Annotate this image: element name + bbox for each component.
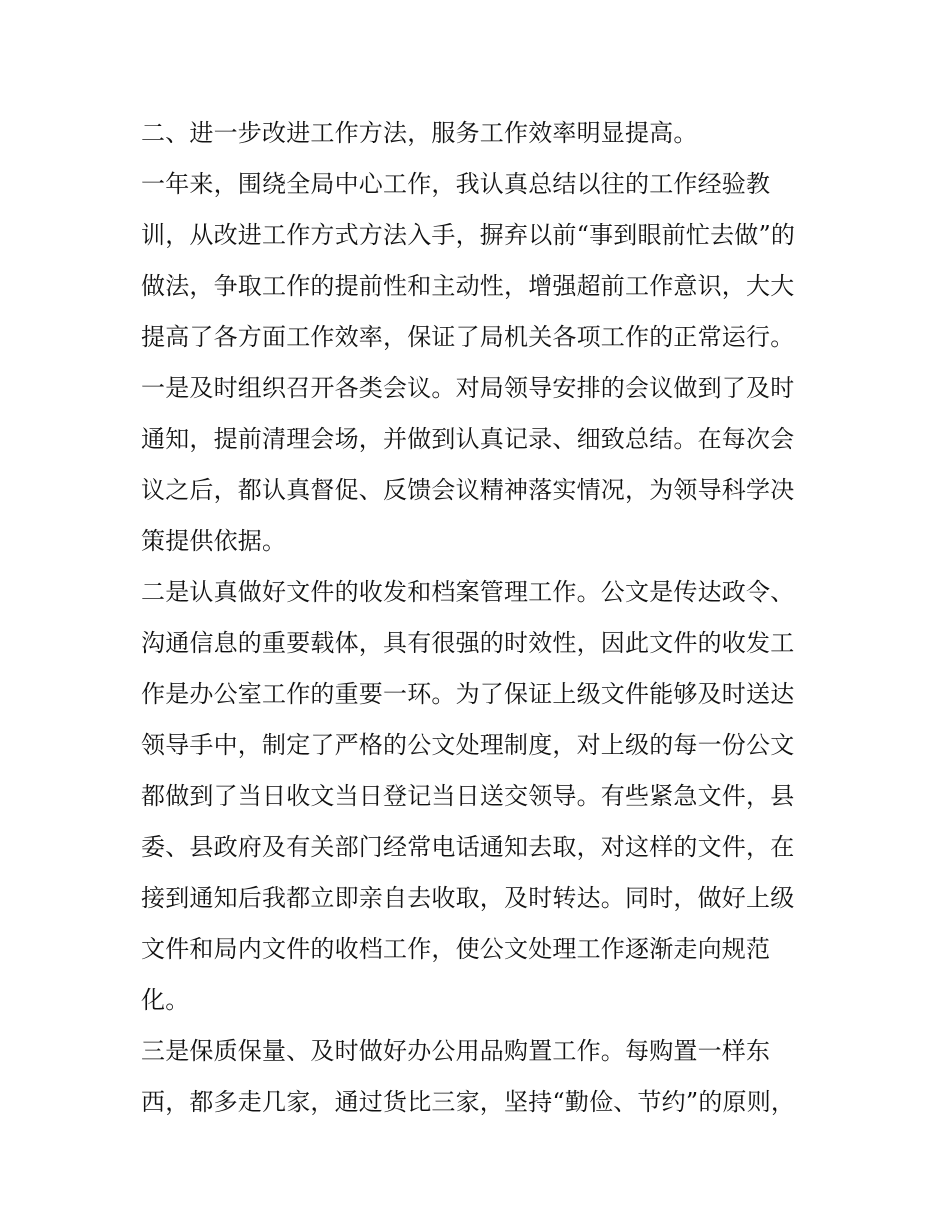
text-line: 领导手中，制定了严格的公文处理制度，对上级的每一份公文 [141,731,795,759]
text-line: 文件和局内文件的收档工作，使公文处理工作逐渐走向规范 [141,935,771,963]
text-line: 提高了各方面工作效率，保证了局机关各项工作的正常运行。 [141,323,795,351]
text-line: 做法，争取工作的提前性和主动性，增强超前工作意识，大大 [141,272,795,300]
text-line: 西，都多走几家，通过货比三家，坚持“勤俭、节约”的原则， [141,1088,796,1116]
text-line: 议之后，都认真督促、反馈会议精神落实情况，为领导科学决 [141,476,795,504]
text-line: 化。 [141,986,190,1014]
text-line: 委、县政府及有关部门经常电话通知去取，对这样的文件，在 [141,833,795,861]
text-line: 接到通知后我都立即亲自去收取，及时转达。同时，做好上级 [141,884,795,912]
text-line: 三是保质保量、及时做好办公用品购置工作。每购置一样东 [141,1037,771,1065]
text-line: 训，从改进工作方式方法入手，摒弃以前“事到眼前忙去做”的 [141,221,796,249]
text-line: 作是办公室工作的重要一环。为了保证上级文件能够及时送达 [141,680,795,708]
text-line: 一年来，围绕全局中心工作，我认真总结以往的工作经验教 [141,170,771,198]
text-line: 一是及时组织召开各类会议。对局领导安排的会议做到了及时 [141,374,795,402]
document-body [141,108,821,1128]
text-line: 二、进一步改进工作方法，服务工作效率明显提高。 [141,119,698,147]
text-line: 沟通信息的重要载体，具有很强的时效性，因此文件的收发工 [141,629,795,657]
text-line: 二是认真做好文件的收发和档案管理工作。公文是传达政令、 [141,578,795,606]
text-line: 通知，提前清理会场，并做到认真记录、细致总结。在每次会 [141,425,795,453]
text-line: 策提供依据。 [141,527,287,555]
text-line: 都做到了当日收文当日登记当日送交领导。有些紧急文件，县 [141,782,795,810]
